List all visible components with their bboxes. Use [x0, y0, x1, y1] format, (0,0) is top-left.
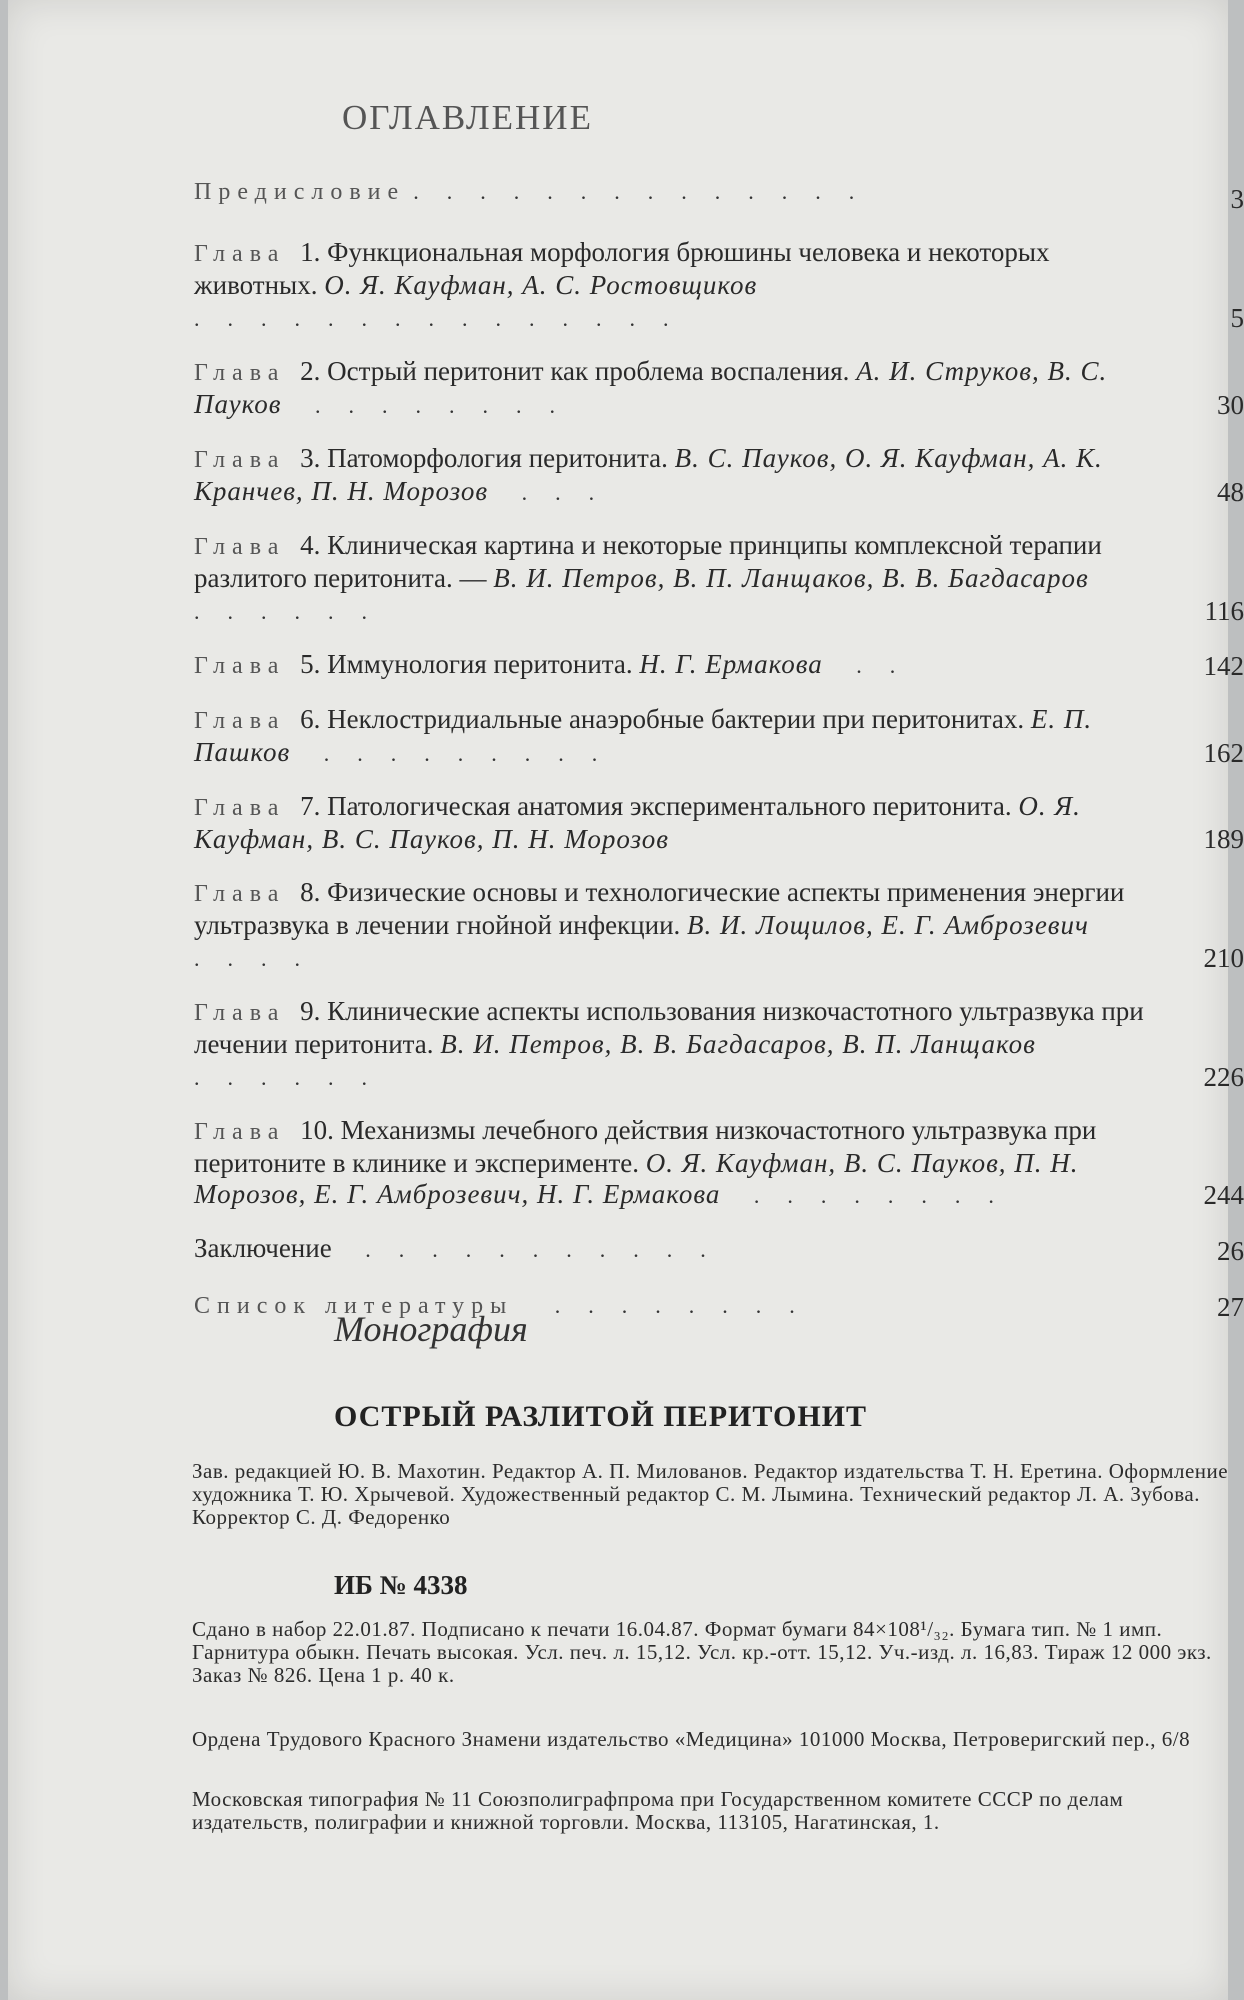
table-of-contents	[194, 175, 1244, 1345]
book-title: ОСТРЫЙ РАЗЛИТОЙ ПЕРИТОНИТ	[334, 1400, 868, 1433]
publisher-address: Ордена Трудового Красного Знамени издательство «Медицина» 101000 Москва, Петроверигский пер., 6/8	[192, 1727, 1191, 1751]
toc-entry-chapter-10: Глава 10. Механизмы лечебного действия низкочастотного ультразвука при перитоните в клинике и эксперименте. О. Я. Кауфман, В. С. Пауков, П. Н. Морозов, Е. Г. Амброзевич, Н. Г. Ермакова ........ 244	[194, 1115, 1244, 1210]
chapter-label: Глава	[194, 241, 286, 267]
chapter-authors: О. Я. Кауфман, А. С. Ростовщиков	[324, 270, 758, 300]
chapter-authors: В. И. Лощилов, Е. Г. Амброзевич	[687, 910, 1089, 940]
toc-page-number: 5	[1230, 303, 1244, 333]
chapter-authors: В. И. Петров, В. В. Багдасаров, В. П. Ланщаков	[440, 1029, 1036, 1059]
chapter-title: 8. Физические основы и технологические аспекты применения энергии ультразвука в лечении гнойной инфекции.	[194, 877, 1125, 940]
chapter-label: Глава	[194, 360, 286, 386]
chapter-authors: О. Я. Кауфман, В. С. Пауков, П. Н. Морозов	[194, 791, 1081, 854]
toc-page-number: 189	[1203, 824, 1244, 854]
toc-page-number: 142	[1203, 651, 1244, 681]
chapter-authors: В. С. Пауков, О. Я. Кауфман, А. К. Кранчев, П. Н. Морозов	[194, 443, 1103, 506]
chapter-label: Глава	[194, 795, 286, 821]
ib-number: ИБ № 4338	[334, 1570, 468, 1600]
toc-page-number: 210	[1203, 943, 1244, 973]
chapter-authors: Е. П. Пашков	[194, 704, 1093, 767]
toc-page-number: 226	[1203, 1062, 1244, 1092]
chapter-label: Глава	[194, 653, 286, 679]
toc-page-number: 3	[1230, 184, 1244, 214]
toc-entry-conclusion: Заключение ........... 26	[194, 1233, 1244, 1266]
toc-page-number: 26	[1217, 1236, 1244, 1266]
toc-entry-chapter-5: Глава 5. Иммунология перитонита. Н. Г. Ермакова .. 142	[194, 649, 1244, 681]
chapter-label: Глава	[194, 534, 286, 560]
toc-page-number: 162	[1203, 738, 1244, 768]
toc-entry-chapter-3: Глава 3. Патоморфология перитонита. В. С. Пауков, О. Я. Кауфман, А. К. Кранчев, П. Н. Морозов ... 48	[194, 443, 1244, 507]
chapter-label: Глава	[194, 1000, 286, 1026]
chapter-label: Глава	[194, 1119, 286, 1145]
page-title: ОГЛАВЛЕНИЕ	[342, 98, 593, 137]
toc-entry-preface: Предисловие .............. 3	[194, 179, 1244, 214]
print-details: Сдано в набор 22.01.87. Подписано к печати 16.04.87. Формат бумаги 84×108¹/₃₂. Бумага тип. № 1 имп. Гарнитура обыкн. Печать высокая. Усл. печ. л. 15,12. Усл. кр.-отт. 15,12. Уч.-изд. л. 16,83. Тираж 12 000 экз. Заказ № 826. Цена 1 р. 40 к.	[192, 1617, 1212, 1687]
toc-page-number: 244	[1203, 1180, 1244, 1210]
toc-entry-chapter-8: Глава 8. Физические основы и технологические аспекты применения энергии ультразвука в лечении гнойной инфекции. В. И. Лощилов, Е. Г. Амброзевич .... 210	[194, 877, 1244, 973]
toc-entry-chapter-9: Глава 9. Клинические аспекты использования низкочастотного ультразвука при лечении перитонита. В. И. Петров, В. В. Багдасаров, В. П. Ланщаков ...... 226	[194, 996, 1244, 1092]
chapter-authors: Н. Г. Ермакова	[639, 649, 823, 679]
chapter-authors: О. Я. Кауфман, В. С. Пауков, П. Н. Морозов, Е. Г. Амброзевич, Н. Г. Ермакова	[194, 1148, 1079, 1209]
toc-entry-title: Заключение	[194, 1233, 332, 1263]
toc-entry-chapter-4: Глава 4. Клиническая картина и некоторые принципы комплексной терапии разлитого перитонита. — В. И. Петров, В. П. Ланщаков, В. В. Багдасаров ...... 116	[194, 530, 1244, 626]
chapter-label: Глава	[194, 881, 286, 907]
chapter-title: 1. Функциональная морфология брюшины человека и некоторых животных.	[194, 237, 1050, 300]
chapter-title: 6. Неклостридиальные анаэробные бактерии при перитонитах.	[300, 704, 1025, 734]
chapter-label: Глава	[194, 447, 286, 473]
monograph-label: Монография	[334, 1309, 528, 1349]
toc-page-number: 27	[1217, 1292, 1244, 1322]
chapter-title: 3. Патоморфология перитонита.	[300, 443, 668, 473]
toc-entry-chapter-2: Глава 2. Острый перитонит как проблема воспаления. А. И. Струков, В. С. Пауков ........ 30	[194, 356, 1244, 420]
toc-entry-title: Список литературы	[194, 1293, 514, 1319]
chapter-title: 10. Механизмы лечебного действия низкочастотного ультразвука при перитоните в клинике и эксперименте.	[194, 1115, 1097, 1178]
chapter-title: 5. Иммунология перитонита.	[300, 649, 633, 679]
editorial-staff: Зав. редакцией Ю. В. Махотин. Редактор А. П. Милованов. Редактор издательства Т. Н. Еретина. Оформление художника Т. Ю. Хрычевой. Художественный редактор С. М. Лымина. Технический редактор Л. А. Зубова. Корректор С. Д. Федоренко	[192, 1459, 1229, 1529]
toc-entry-references: Список литературы ........ 27	[194, 1292, 1244, 1322]
chapter-label: Глава	[194, 708, 286, 734]
chapter-title: 9. Клинические аспекты использования низкочастотного ультразвука при лечении перитонита.	[194, 996, 1144, 1059]
toc-entry-chapter-6: Глава 6. Неклостридиальные анаэробные бактерии при перитонитах. Е. П. Пашков ......... 162	[194, 704, 1244, 768]
chapter-title: 4. Клиническая картина и некоторые принципы комплексной терапии разлитого перитонита. —	[194, 530, 1102, 593]
toc-page-number: 116	[1204, 596, 1244, 626]
chapter-authors: В. И. Петров, В. П. Ланщаков, В. В. Багдасаров	[493, 563, 1089, 593]
toc-entry-chapter-1: Глава 1. Функциональная морфология брюшины человека и некоторых животных. О. Я. Кауфман, А. С. Ростовщиков ............... 5	[194, 237, 1244, 333]
toc-entry-title: Предисловие	[194, 179, 406, 205]
toc-page-number: 30	[1217, 390, 1244, 420]
chapter-title: 7. Патологическая анатомия экспериментального перитонита.	[300, 791, 1012, 821]
toc-entry-chapter-7	[194, 791, 1244, 855]
book-page	[8, 0, 1244, 2000]
toc-page-number: 48	[1217, 477, 1244, 507]
chapter-authors: А. И. Струков, В. С. Пауков	[194, 356, 1108, 419]
printer-info: Московская типография № 11 Союзполиграфпрома при Государственном комитете СССР по делам издательств, полиграфии и книжной торговли. Москва, 113105, Нагатинская, 1.	[192, 1787, 1124, 1834]
chapter-title: 2. Острый перитонит как проблема воспаления.	[300, 356, 850, 386]
